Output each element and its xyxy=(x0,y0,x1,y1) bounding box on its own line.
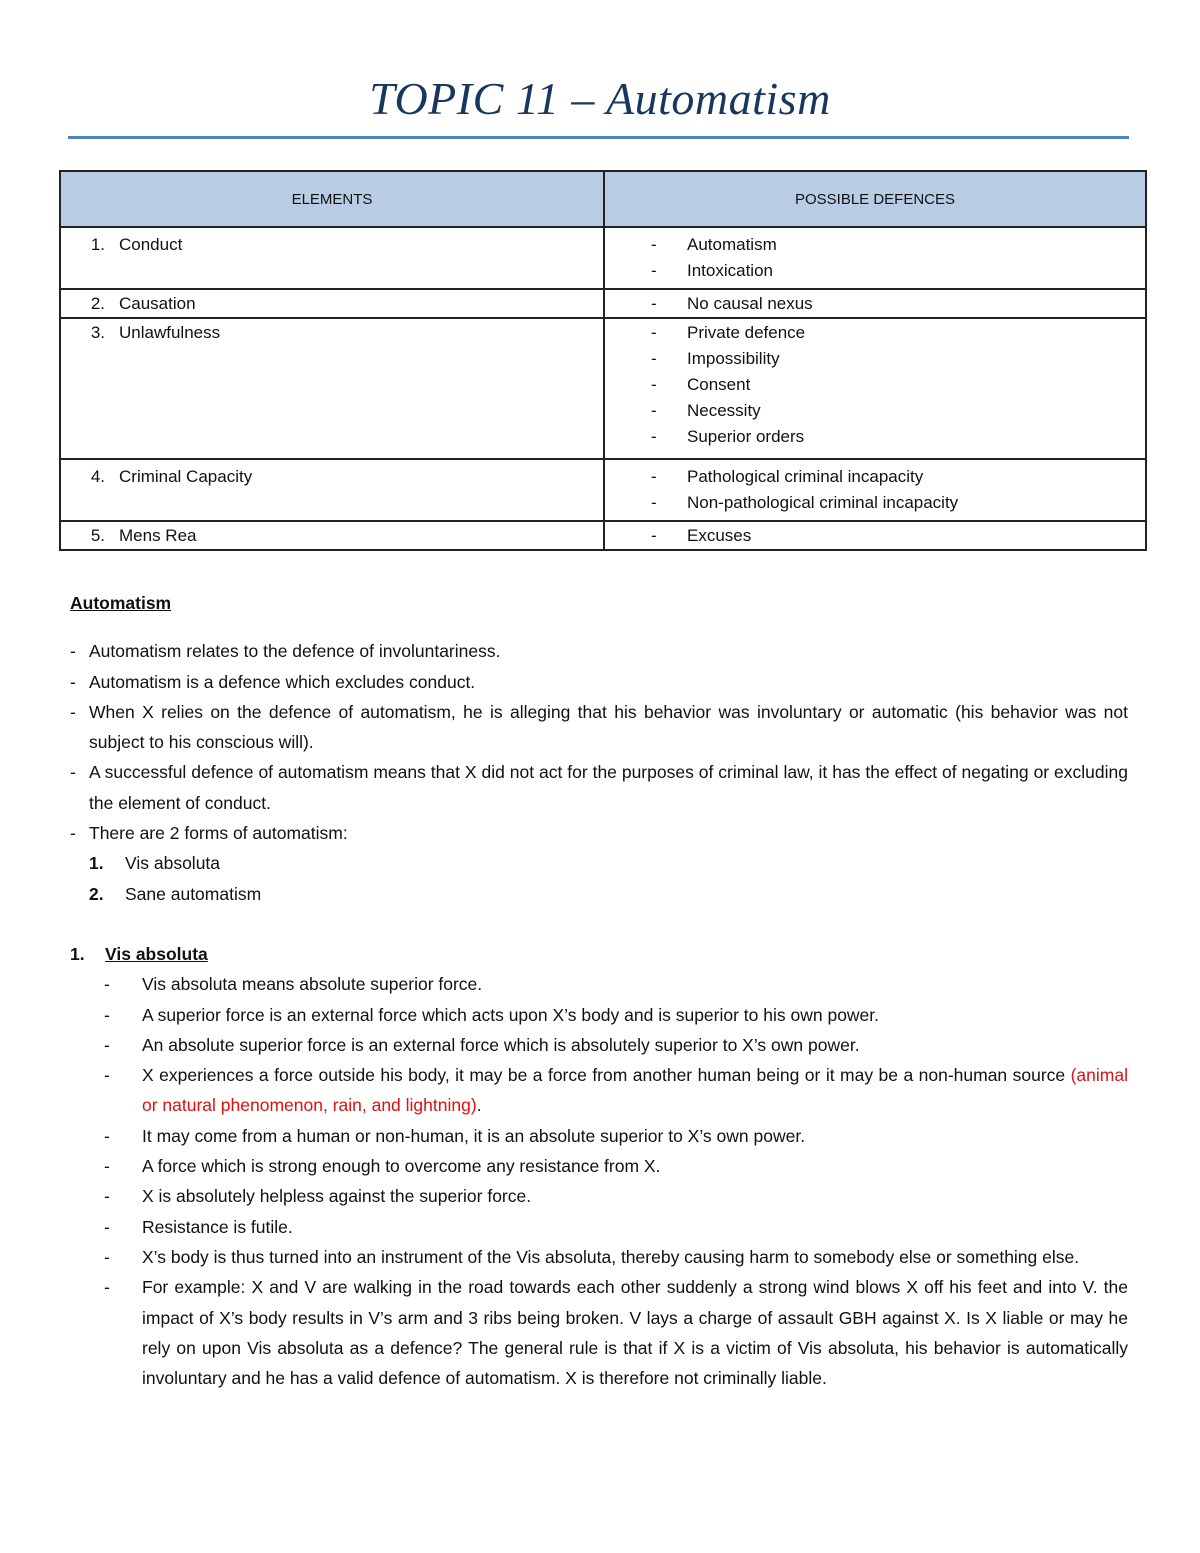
list-item: - When X relies on the defence of automatism, he is alleging that his behavior was involuntary or automatic (his behavior was not subject to his conscious will). xyxy=(70,701,1128,753)
defence-item: - Impossibility xyxy=(651,349,780,368)
table-row xyxy=(60,318,1146,459)
element-number: 2. xyxy=(90,294,105,313)
defences-cell xyxy=(604,521,1146,550)
list-item: - Resistance is futile. xyxy=(104,1216,293,1237)
element-number: 1. xyxy=(90,235,105,254)
automatism-form-item: 1. Vis absoluta xyxy=(89,853,221,874)
defences-cell xyxy=(604,227,1146,289)
list-item: - Automatism is a defence which excludes conduct. xyxy=(70,671,476,692)
title-underline xyxy=(68,136,1129,139)
list-item: - There are 2 forms of automatism: xyxy=(70,823,348,844)
defence-item: - Non-pathological criminal incapacity xyxy=(651,493,959,512)
list-item: - A force which is strong enough to overcome any resistance from X. xyxy=(104,1156,661,1177)
elements-defences-table xyxy=(59,170,1147,551)
list-item: - A successful defence of automatism means that X did not act for the purposes of criminal law, it has the effect of negating or excluding the element of conduct. xyxy=(70,762,1128,813)
element-cell xyxy=(60,459,604,521)
list-item: - An absolute superior force is an external force which is absolutely superior to X’s own power. xyxy=(104,1034,860,1055)
element-cell xyxy=(60,227,604,289)
list-item: - X’s body is thus turned into an instrument of the Vis absoluta, thereby causing harm to somebody else or something else. xyxy=(104,1246,1080,1267)
highlighted-examples: (animal or natural phenomenon, rain, and lightning) xyxy=(142,1065,1128,1116)
list-item: - A superior force is an external force which acts upon X’s body and is superior to his own power. xyxy=(104,1004,880,1025)
table-header-row xyxy=(60,171,1146,227)
defences-cell xyxy=(604,289,1146,318)
element-name: Criminal Capacity xyxy=(119,467,253,486)
element-name: Causation xyxy=(119,294,196,313)
list-item: - X experiences a force outside his body, it may be a force from another human being or it may be a non-human source (animal or natural phenomenon, rain, and lightning). xyxy=(104,1065,1128,1116)
element-number: 5. xyxy=(90,526,105,545)
defence-item: - Automatism xyxy=(651,235,777,254)
list-item: - Vis absoluta means absolute superior force. xyxy=(104,974,483,995)
vis-absoluta-heading: 1. Vis absoluta xyxy=(70,943,208,964)
element-number: 3. xyxy=(90,323,105,342)
header-possible-defences: POSSIBLE DEFENCES xyxy=(604,171,1146,227)
list-item: - Automatism relates to the defence of involuntariness. xyxy=(70,641,501,662)
notes-body xyxy=(70,588,1128,1393)
table-row xyxy=(60,289,1146,318)
defence-item: - No causal nexus xyxy=(651,294,813,313)
element-cell xyxy=(60,521,604,550)
element-cell xyxy=(60,289,604,318)
element-number: 4. xyxy=(90,467,105,486)
element-name: Mens Rea xyxy=(119,526,197,545)
page-title: TOPIC 11 – Automatism xyxy=(369,73,831,124)
defences-cell xyxy=(604,459,1146,521)
defence-item: - Pathological criminal incapacity xyxy=(651,467,924,486)
element-name: Conduct xyxy=(119,235,183,254)
defence-item: - Superior orders xyxy=(651,427,805,446)
table-row xyxy=(60,459,1146,521)
header-elements: ELEMENTS xyxy=(60,171,604,227)
table-row xyxy=(60,521,1146,550)
table-row xyxy=(60,227,1146,289)
list-item: - It may come from a human or non-human, it is an absolute superior to X’s own power. xyxy=(104,1125,806,1146)
list-item: - X is absolutely helpless against the superior force. xyxy=(104,1186,532,1207)
element-name: Unlawfulness xyxy=(119,323,221,342)
defence-item: - Necessity xyxy=(651,401,761,420)
defence-item: - Private defence xyxy=(651,323,806,342)
automatism-heading: Automatism xyxy=(70,593,172,613)
defence-item: - Consent xyxy=(651,375,751,394)
element-cell xyxy=(60,318,604,459)
automatism-form-item: 2. Sane automatism xyxy=(89,883,262,904)
defence-item: - Excuses xyxy=(651,526,752,545)
list-item: - For example: X and V are walking in the road towards each other suddenly a strong wind blows X off his feet and into V. the impact of X’s body results in V’s arm and 3 ribs being broken. V lays a charge of assault GBH against X. Is X liable or may he rely on upon Vis absoluta as a defence? The general rule is that if X is a victim of Vis absoluta, his behavior is automatically involuntary and he has a valid defence of automatism. X is therefore not criminally liable. xyxy=(104,1277,1128,1389)
defence-item: - Intoxication xyxy=(651,261,773,280)
defences-cell xyxy=(604,318,1146,459)
